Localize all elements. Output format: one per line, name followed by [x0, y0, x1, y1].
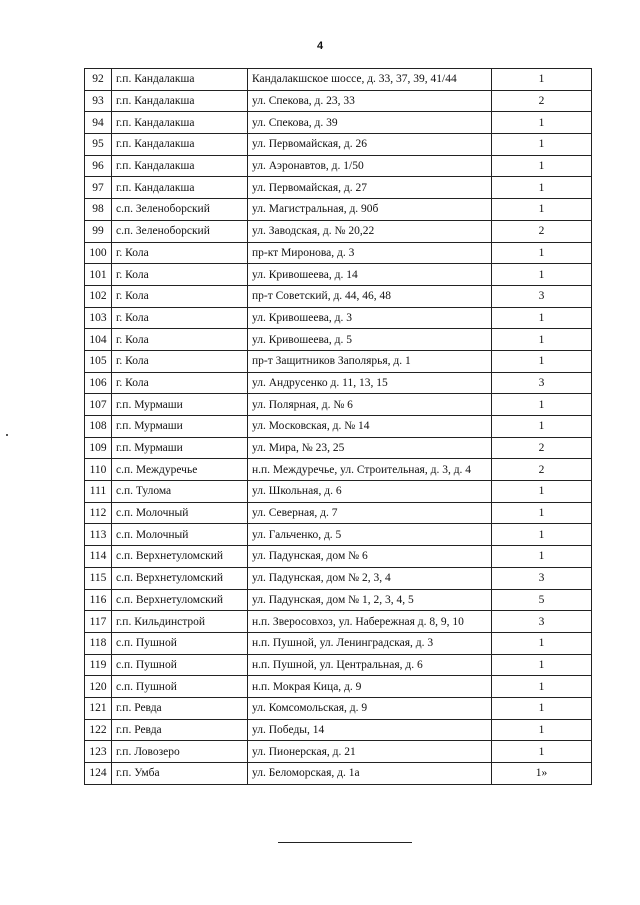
row-number-cell: 100 — [85, 242, 112, 264]
quantity-cell: 1 — [492, 481, 592, 503]
address-cell: ул. Первомайская, д. 27 — [248, 177, 492, 199]
row-number-cell: 103 — [85, 307, 112, 329]
row-number-cell: 109 — [85, 437, 112, 459]
address-cell: ул. Магистральная, д. 90б — [248, 199, 492, 221]
table-row — [85, 350, 592, 372]
row-number-cell: 98 — [85, 199, 112, 221]
settlement-cell: с.п. Пушной — [112, 632, 248, 654]
settlement-cell: г.п. Кандалакша — [112, 90, 248, 112]
settlement-cell: с.п. Пушной — [112, 676, 248, 698]
settlement-cell: с.п. Верхнетуломский — [112, 546, 248, 568]
address-cell: ул. Северная, д. 7 — [248, 502, 492, 524]
address-table — [84, 68, 592, 785]
table-row — [85, 567, 592, 589]
row-number-cell: 120 — [85, 676, 112, 698]
address-cell: Кандалакшское шоссе, д. 33, 37, 39, 41/44 — [248, 69, 492, 91]
table-row — [85, 459, 592, 481]
row-number-cell: 118 — [85, 632, 112, 654]
settlement-cell: г. Кола — [112, 307, 248, 329]
row-number-cell: 124 — [85, 763, 112, 785]
settlement-cell: г.п. Кандалакша — [112, 134, 248, 156]
settlement-cell: г. Кола — [112, 329, 248, 351]
table-row — [85, 611, 592, 633]
quantity-cell: 1 — [492, 112, 592, 134]
quantity-cell: 1» — [492, 763, 592, 785]
quantity-cell: 3 — [492, 611, 592, 633]
row-number-cell: 99 — [85, 220, 112, 242]
address-cell: ул. Первомайская, д. 26 — [248, 134, 492, 156]
table-row — [85, 481, 592, 503]
settlement-cell: с.п. Тулома — [112, 481, 248, 503]
settlement-cell: с.п. Молочный — [112, 502, 248, 524]
table-row — [85, 416, 592, 438]
settlement-cell: с.п. Междуречье — [112, 459, 248, 481]
address-cell: ул. Гальченко, д. 5 — [248, 524, 492, 546]
table-row — [85, 199, 592, 221]
address-cell: н.п. Мокрая Кица, д. 9 — [248, 676, 492, 698]
table-row — [85, 372, 592, 394]
table-body — [85, 69, 592, 785]
settlement-cell: г.п. Мурмаши — [112, 394, 248, 416]
address-cell: ул. Пионерская, д. 21 — [248, 741, 492, 763]
quantity-cell: 1 — [492, 676, 592, 698]
quantity-cell: 1 — [492, 242, 592, 264]
row-number-cell: 112 — [85, 502, 112, 524]
address-cell: ул. Падунская, дом № 2, 3, 4 — [248, 567, 492, 589]
quantity-cell: 1 — [492, 199, 592, 221]
address-cell: ул. Андрусенко д. 11, 13, 15 — [248, 372, 492, 394]
address-cell: ул. Победы, 14 — [248, 719, 492, 741]
row-number-cell: 106 — [85, 372, 112, 394]
row-number-cell: 96 — [85, 155, 112, 177]
table-row — [85, 676, 592, 698]
address-cell: ул. Мира, № 23, 25 — [248, 437, 492, 459]
settlement-cell: г. Кола — [112, 242, 248, 264]
quantity-cell: 1 — [492, 134, 592, 156]
address-cell: ул. Спекова, д. 23, 33 — [248, 90, 492, 112]
address-cell: пр-кт Миронова, д. 3 — [248, 242, 492, 264]
address-cell: ул. Спекова, д. 39 — [248, 112, 492, 134]
quantity-cell: 1 — [492, 350, 592, 372]
quantity-cell: 1 — [492, 177, 592, 199]
quantity-cell: 1 — [492, 69, 592, 91]
address-cell: ул. Комсомольская, д. 9 — [248, 697, 492, 719]
table-row — [85, 285, 592, 307]
quantity-cell: 1 — [492, 719, 592, 741]
address-cell: ул. Московская, д. № 14 — [248, 416, 492, 438]
quantity-cell: 3 — [492, 285, 592, 307]
row-number-cell: 97 — [85, 177, 112, 199]
row-number-cell: 94 — [85, 112, 112, 134]
settlement-cell: с.п. Верхнетуломский — [112, 589, 248, 611]
table-row — [85, 697, 592, 719]
settlement-cell: г. Кола — [112, 372, 248, 394]
quantity-cell: 2 — [492, 437, 592, 459]
quantity-cell: 3 — [492, 372, 592, 394]
scan-speck — [6, 434, 8, 436]
table-row — [85, 264, 592, 286]
quantity-cell: 1 — [492, 632, 592, 654]
row-number-cell: 95 — [85, 134, 112, 156]
row-number-cell: 102 — [85, 285, 112, 307]
quantity-cell: 1 — [492, 329, 592, 351]
quantity-cell: 1 — [492, 502, 592, 524]
table-row — [85, 90, 592, 112]
table-row — [85, 654, 592, 676]
address-cell: ул. Кривошеева, д. 3 — [248, 307, 492, 329]
quantity-cell: 2 — [492, 459, 592, 481]
quantity-cell: 1 — [492, 741, 592, 763]
address-cell: ул. Падунская, дом № 6 — [248, 546, 492, 568]
row-number-cell: 104 — [85, 329, 112, 351]
settlement-cell: г.п. Кандалакша — [112, 177, 248, 199]
quantity-cell: 1 — [492, 654, 592, 676]
row-number-cell: 117 — [85, 611, 112, 633]
table-row — [85, 177, 592, 199]
settlement-cell: г.п. Кильдинстрой — [112, 611, 248, 633]
quantity-cell: 5 — [492, 589, 592, 611]
row-number-cell: 101 — [85, 264, 112, 286]
settlement-cell: г.п. Ревда — [112, 697, 248, 719]
address-cell: ул. Беломорская, д. 1а — [248, 763, 492, 785]
address-cell: пр-т Советский, д. 44, 46, 48 — [248, 285, 492, 307]
address-cell: ул. Аэронавтов, д. 1/50 — [248, 155, 492, 177]
address-cell: ул. Кривошеева, д. 14 — [248, 264, 492, 286]
settlement-cell: г.п. Кандалакша — [112, 69, 248, 91]
quantity-cell: 2 — [492, 220, 592, 242]
row-number-cell: 116 — [85, 589, 112, 611]
settlement-cell: с.п. Зеленоборский — [112, 199, 248, 221]
settlement-cell: г. Кола — [112, 285, 248, 307]
table-row — [85, 394, 592, 416]
quantity-cell: 1 — [492, 524, 592, 546]
table-row — [85, 112, 592, 134]
quantity-cell: 1 — [492, 416, 592, 438]
settlement-cell: с.п. Пушной — [112, 654, 248, 676]
address-cell: ул. Полярная, д. № 6 — [248, 394, 492, 416]
row-number-cell: 123 — [85, 741, 112, 763]
row-number-cell: 105 — [85, 350, 112, 372]
address-cell: ул. Кривошеева, д. 5 — [248, 329, 492, 351]
quantity-cell: 1 — [492, 307, 592, 329]
table-row — [85, 632, 592, 654]
address-cell: ул. Заводская, д. № 20,22 — [248, 220, 492, 242]
quantity-cell: 1 — [492, 697, 592, 719]
row-number-cell: 108 — [85, 416, 112, 438]
quantity-cell: 3 — [492, 567, 592, 589]
quantity-cell: 1 — [492, 264, 592, 286]
row-number-cell: 92 — [85, 69, 112, 91]
address-cell: ул. Школьная, д. 6 — [248, 481, 492, 503]
table-row — [85, 69, 592, 91]
table-row — [85, 329, 592, 351]
address-cell: н.п. Пушной, ул. Центральная, д. 6 — [248, 654, 492, 676]
settlement-cell: с.п. Зеленоборский — [112, 220, 248, 242]
settlement-cell: г.п. Кандалакша — [112, 112, 248, 134]
address-cell: н.п. Междуречье, ул. Строительная, д. 3, д. 4 — [248, 459, 492, 481]
settlement-cell: с.п. Молочный — [112, 524, 248, 546]
settlement-cell: г.п. Кандалакша — [112, 155, 248, 177]
closing-rule — [278, 842, 412, 843]
table-row — [85, 220, 592, 242]
table-row — [85, 763, 592, 785]
row-number-cell: 107 — [85, 394, 112, 416]
row-number-cell: 110 — [85, 459, 112, 481]
row-number-cell: 115 — [85, 567, 112, 589]
settlement-cell: г.п. Мурмаши — [112, 437, 248, 459]
table-row — [85, 524, 592, 546]
row-number-cell: 122 — [85, 719, 112, 741]
address-cell: н.п. Зверосовхоз, ул. Набережная д. 8, 9, 10 — [248, 611, 492, 633]
row-number-cell: 121 — [85, 697, 112, 719]
settlement-cell: г. Кола — [112, 264, 248, 286]
quantity-cell: 1 — [492, 394, 592, 416]
table-row — [85, 155, 592, 177]
address-cell: пр-т Защитников Заполярья, д. 1 — [248, 350, 492, 372]
table-row — [85, 242, 592, 264]
table-row — [85, 546, 592, 568]
row-number-cell: 93 — [85, 90, 112, 112]
table-row — [85, 502, 592, 524]
table-row — [85, 719, 592, 741]
row-number-cell: 113 — [85, 524, 112, 546]
table-row — [85, 741, 592, 763]
table-row — [85, 307, 592, 329]
quantity-cell: 2 — [492, 90, 592, 112]
table-row — [85, 134, 592, 156]
table-row — [85, 437, 592, 459]
settlement-cell: г.п. Ревда — [112, 719, 248, 741]
address-cell: н.п. Пушной, ул. Ленинградская, д. 3 — [248, 632, 492, 654]
row-number-cell: 111 — [85, 481, 112, 503]
table-row — [85, 589, 592, 611]
settlement-cell: г. Кола — [112, 350, 248, 372]
quantity-cell: 1 — [492, 155, 592, 177]
row-number-cell: 119 — [85, 654, 112, 676]
settlement-cell: г.п. Умба — [112, 763, 248, 785]
address-cell: ул. Падунская, дом № 1, 2, 3, 4, 5 — [248, 589, 492, 611]
settlement-cell: г.п. Мурмаши — [112, 416, 248, 438]
settlement-cell: г.п. Ловозеро — [112, 741, 248, 763]
settlement-cell: с.п. Верхнетуломский — [112, 567, 248, 589]
page-number: 4 — [316, 40, 324, 52]
row-number-cell: 114 — [85, 546, 112, 568]
quantity-cell: 1 — [492, 546, 592, 568]
